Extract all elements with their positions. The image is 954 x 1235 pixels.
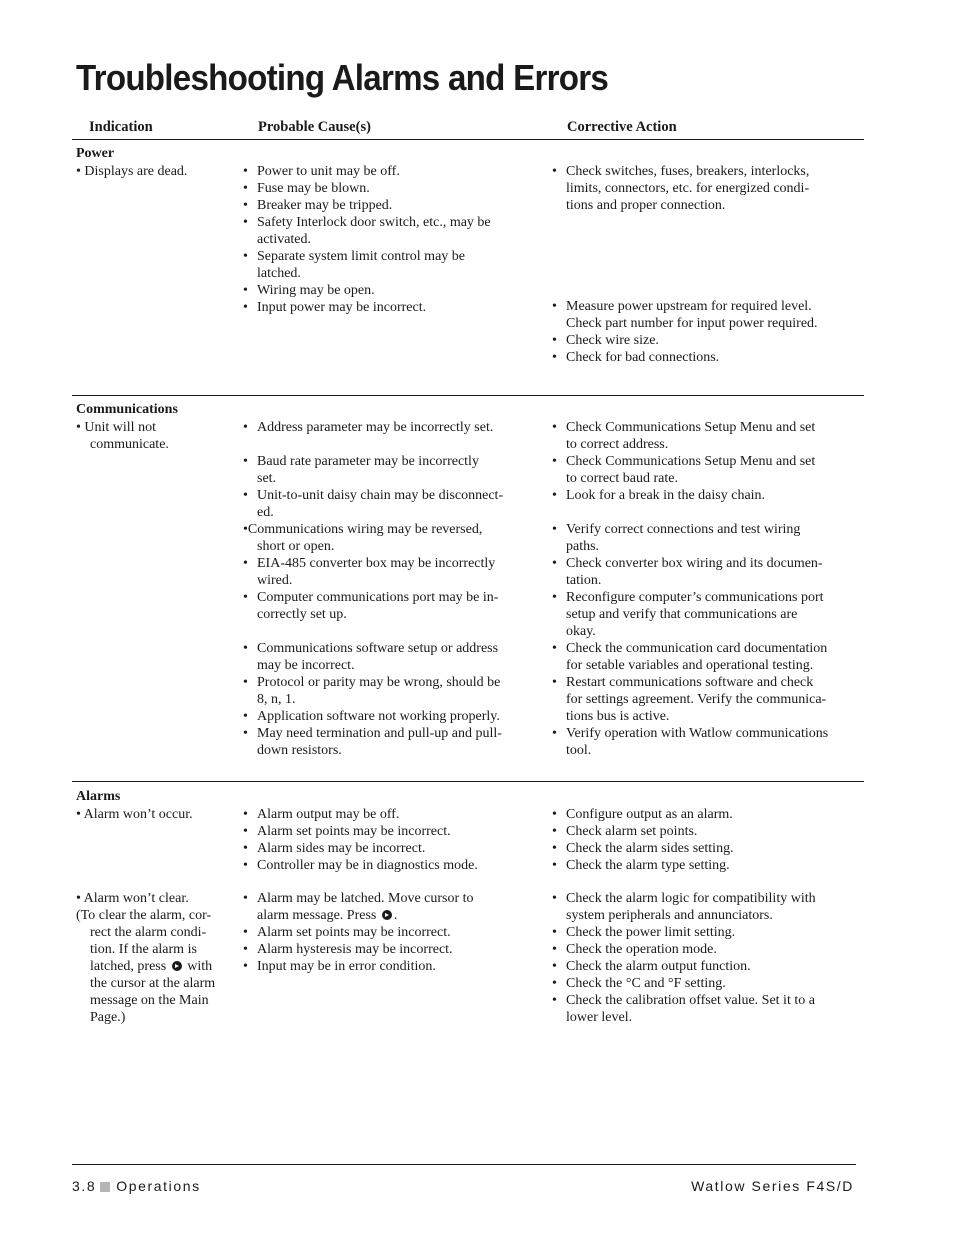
action-item: • Check alarm set points. — [552, 823, 734, 840]
cause-item: •Communications wiring may be reversed, short or open. — [243, 522, 483, 554]
alarms-occur-actions — [552, 806, 734, 874]
action-item: • Verify operation with Watlow communications tool. — [552, 725, 828, 759]
action-item: • Check Communications Setup Menu and set to correct baud rate. — [552, 453, 828, 487]
action-item: • Measure power upstream for required level. Check part number for input power required. — [552, 298, 818, 332]
action-item: • Check for bad connections. — [552, 349, 818, 366]
cause-item: • Alarm may be latched. Move cursor to alarm message. Press . — [243, 890, 474, 924]
alarms-occur-indication: • Alarm won’t occur. — [76, 807, 193, 822]
cause-item: • Address parameter may be incorrectly set. — [243, 419, 503, 436]
advance-arrow-icon — [382, 910, 392, 920]
cause-item: • Fuse may be blown. — [243, 180, 491, 197]
action-item: • Reconfigure computer’s communications port setup and verify that communications are okay. — [552, 589, 828, 640]
cause-item: • Wiring may be open. — [243, 282, 491, 299]
cause-item: • Baud rate parameter may be incorrectly set. — [243, 453, 503, 487]
cause-item: • Controller may be in diagnostics mode. — [243, 857, 478, 874]
cause-item: • Breaker may be tripped. — [243, 197, 491, 214]
header-probable-cause: Probable Cause(s) — [258, 119, 371, 135]
action-item: • Check the alarm output function. — [552, 958, 816, 975]
square-separator-icon — [100, 1182, 110, 1192]
cause-item: • Input may be in error condition. — [243, 958, 474, 975]
action-item: • Check the alarm sides setting. — [552, 840, 734, 857]
action-item: • Restart communications software and check for settings agreement. Verify the communica- tions bus is active. — [552, 674, 828, 725]
cause-item: • Alarm set points may be incorrect. — [243, 823, 478, 840]
action-item: • Check switches, fuses, breakers, interlocks, limits, connectors, etc. for energized condi- tions and proper connection. — [552, 163, 809, 214]
cause-item: • Alarm sides may be incorrect. — [243, 840, 478, 857]
communications-indication: • Unit will not communicate. — [76, 420, 169, 452]
action-item: • Check the alarm type setting. — [552, 857, 734, 874]
cause-item: • EIA-485 converter box may be incorrectly wired. — [243, 555, 503, 589]
header-indication: Indication — [89, 119, 153, 135]
power-actions — [552, 163, 809, 214]
footer-rule — [72, 1164, 856, 1165]
alarms-clear-causes — [243, 890, 474, 975]
header-rule — [72, 139, 864, 140]
action-item: • Check the °C and °F setting. — [552, 975, 816, 992]
action-item: • Check wire size. — [552, 332, 818, 349]
section-title-power: Power — [76, 146, 115, 161]
section-rule — [72, 395, 864, 396]
cause-item: • Computer communications port may be in- correctly set up. — [243, 589, 503, 623]
advance-arrow-icon — [172, 961, 182, 971]
action-item: • Configure output as an alarm. — [552, 806, 734, 823]
cause-item: • Separate system limit control may be latched. — [243, 248, 491, 282]
action-item: • Check converter box wiring and its documen- tation. — [552, 555, 828, 589]
power-causes — [243, 163, 491, 316]
power-actions-2 — [552, 298, 818, 366]
cause-item: • Alarm hysteresis may be incorrect. — [243, 941, 474, 958]
page-number: 3.8 — [72, 1178, 97, 1194]
communications-causes — [243, 419, 503, 759]
power-indication — [76, 163, 187, 180]
action-item: • Look for a break in the daisy chain. — [552, 487, 828, 504]
action-item: • Verify correct connections and test wiring paths. — [552, 521, 828, 555]
action-item: • Check the alarm logic for compatibility with system peripherals and annunciators. — [552, 890, 816, 924]
cause-item: • Alarm set points may be incorrect. — [243, 924, 474, 941]
action-item: • Check the calibration offset value. Set it to a lower level. — [552, 992, 816, 1026]
cause-item: • Input power may be incorrect. — [243, 299, 491, 316]
footer-product: Watlow Series F4S/D — [691, 1178, 854, 1194]
action-item: • Check the power limit setting. — [552, 924, 816, 941]
cause-item: • Power to unit may be off. — [243, 163, 491, 180]
action-item: • Check the communication card documentation for setable variables and operational testing. — [552, 640, 828, 674]
cause-item: • Application software not working properly. — [243, 708, 503, 725]
footer-page-info — [72, 1178, 201, 1194]
header-corrective-action: Corrective Action — [567, 119, 677, 135]
page-title: Troubleshooting Alarms and Errors — [76, 57, 609, 98]
section-title-communications: Communications — [76, 402, 178, 417]
cause-item: • May need termination and pull-up and pull- down resistors. — [243, 725, 503, 759]
section-name: Operations — [116, 1178, 201, 1194]
cause-item: • Alarm output may be off. — [243, 806, 478, 823]
section-rule — [72, 781, 864, 782]
communications-actions — [552, 419, 828, 759]
cause-item: • Unit-to-unit daisy chain may be disconnect- ed. — [243, 487, 503, 521]
cause-item: • Safety Interlock door switch, etc., may be activated. — [243, 214, 491, 248]
alarms-occur-causes — [243, 806, 478, 874]
cause-item: • Protocol or parity may be wrong, should be 8, n, 1. — [243, 674, 503, 708]
action-item: • Check the operation mode. — [552, 941, 816, 958]
alarms-clear-actions — [552, 890, 816, 1026]
indication-text: • Displays are dead. — [76, 164, 188, 179]
alarms-clear-indication: • Alarm won’t clear. (To clear the alarm, cor- rect the alarm condi- tion. If the alarm is latched, press with the cursor at the alarm message on the Main Page.) — [76, 891, 216, 1025]
action-item: • Check Communications Setup Menu and set to correct address. — [552, 419, 828, 453]
cause-item: • Communications software setup or address may be incorrect. — [243, 640, 503, 674]
section-title-alarms: Alarms — [76, 789, 121, 804]
